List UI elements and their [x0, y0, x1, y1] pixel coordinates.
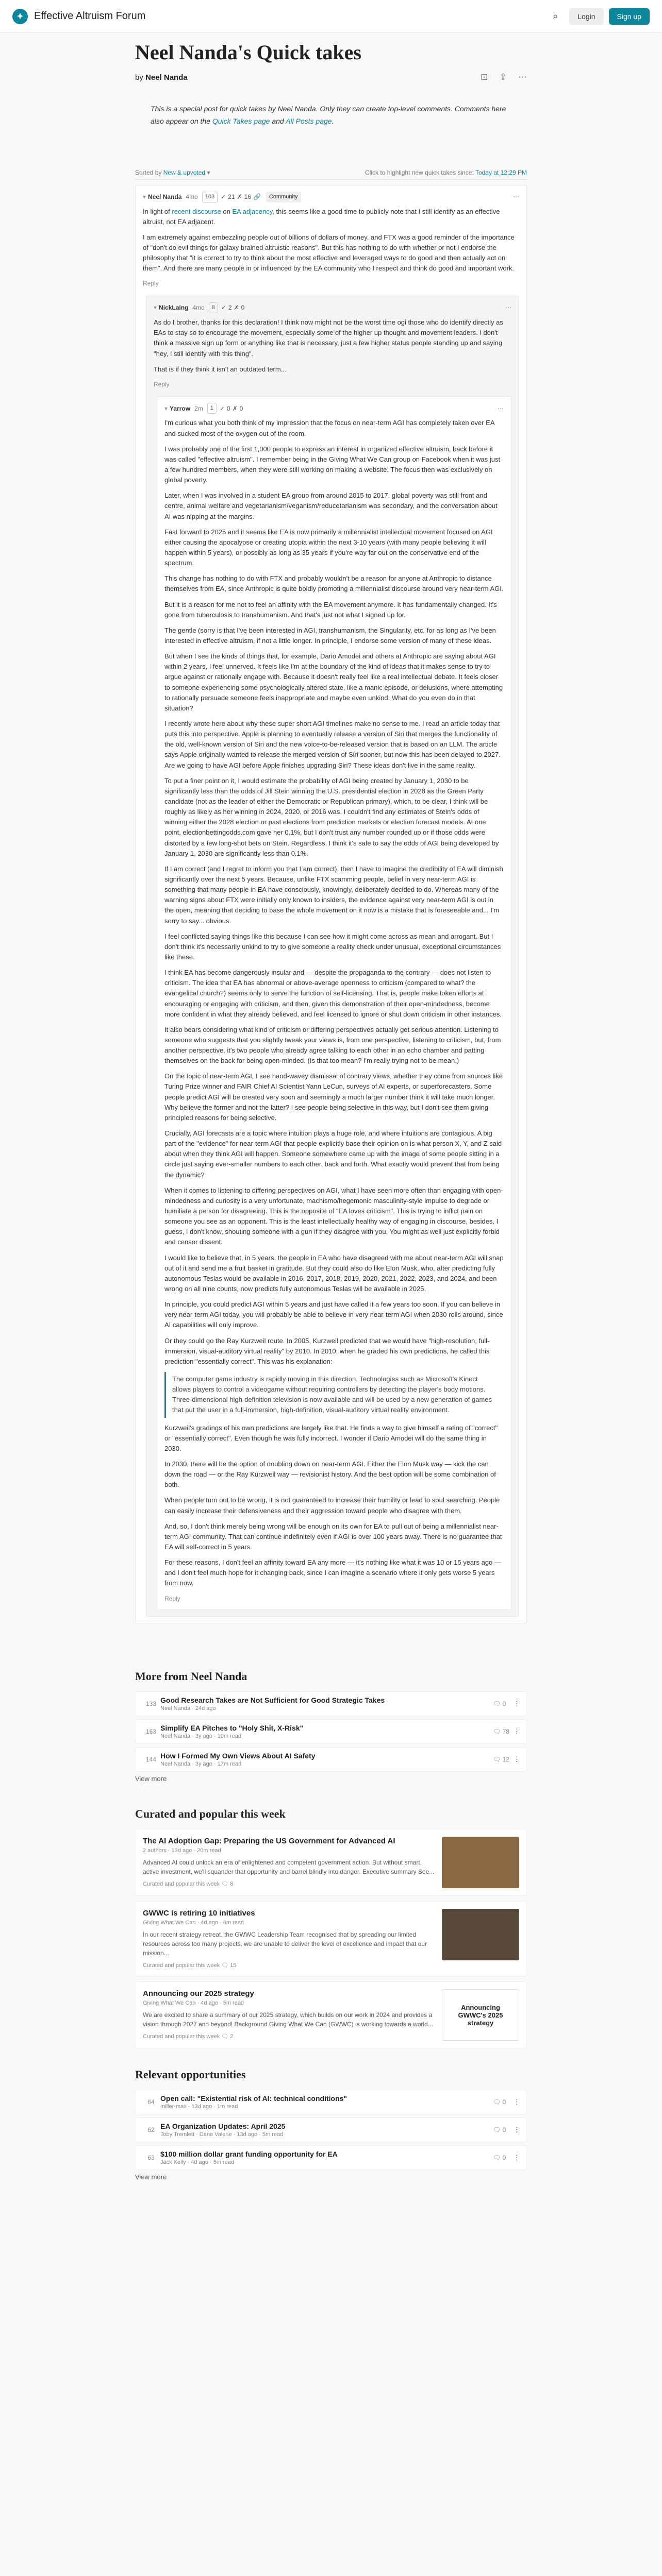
comment-icon: 🗨: [493, 2098, 503, 2106]
curated-text: [143, 1989, 442, 2041]
byline-row: [135, 72, 527, 82]
post-title[interactable]: Open call: "Existential risk of AI: technical conditions": [160, 2094, 347, 2103]
post-row[interactable]: [135, 1747, 527, 1772]
comment-count-value: 2: [230, 2033, 234, 2040]
relevant-list: [135, 2090, 527, 2170]
comment-paragraph: It also bears considering what kind of criticism or differing perspectives actually get serious attention. Listening to someone who suggests that you slightly tweak your views is, from one perspective, listening to criticism, but, from another perspective, it's two people who already agree talking to each other in an echo chamber and patting themselves on the back for being open-minded. (Is that too mean? I'm really trying not to be mean.): [164, 1025, 501, 1065]
post-row[interactable]: [135, 2090, 527, 2114]
comment-author[interactable]: NickLaing: [159, 304, 189, 312]
comment-count-value: 15: [230, 1962, 237, 1969]
curated-thumbnail[interactable]: [442, 1837, 519, 1888]
comment-paragraph: Crucially, AGI forecasts are a topic where intuition plays a huge role, and where intuitions are contagious. A big part of the "evidence" for near-term AGI that people explicitly base their opinion on is what person X, Y, and Z said about when they think AGI will happen. Someone somewhere came up with the image of some people sitting in a circle just saying ever-smaller numbers to each other, back and forth. What exactly would prevent that from being the dynamic?: [164, 1129, 502, 1179]
comment-paragraph: I'm curious what you both think of my impression that the focus on near-term AGI has completely taken over EA and sucked most of the oxygen out of the room.: [164, 419, 494, 437]
comment-icon: 🗨: [221, 2033, 230, 2040]
post-title[interactable]: Good Research Takes are Not Sufficient for Good Strategic Takes: [160, 1696, 385, 1705]
sort-row: [135, 169, 527, 180]
curated-excerpt: In our recent strategy retreat, the GWWC Leadership Team recognised that by spreading our limited resources across too many projects, we are unable to deliver the level of excellence and impact that our mission...: [143, 1931, 427, 1957]
comment-options-icon[interactable]: ⋯: [498, 404, 504, 412]
comment-icon: 🗨: [493, 1700, 503, 1708]
comment-icon: 🗨: [493, 1728, 503, 1736]
comment-count-value: 0: [502, 1700, 506, 1708]
view-more-link[interactable]: View more: [135, 1775, 167, 1783]
curated-card[interactable]: [135, 1901, 527, 1976]
recent-discourse-link[interactable]: recent discourse: [172, 207, 221, 215]
comment-paragraph: In 2030, there will be the option of doubling down on near-term AGI. Either the Elon Musk way — kick the can down the road — or the Ray Kurzweil way — revisionist history. And the best option will be some combination of both.: [164, 1460, 496, 1489]
post-title[interactable]: EA Organization Updates: April 2025: [160, 2122, 286, 2131]
comment-count[interactable]: [493, 1700, 514, 1707]
comment-paragraph: To put a finer point on it, I would estimate the probability of AGI being created by January 1, 2030 to be significantly less than the odds of Jill Stein winning the U.S. presidential election in 2028 as the Green Party candidate (not as the leader of either the Democratic or Republican primary), which, to be clear, I think will be roughly as likely as her winning in 2024, 2020, or 2016 was. I couldn't find any estimates of Stein's odds of winning either the 2028 election or past elections from prediction markets or election forecast models. At one point, electionbettingodds.com gave her 0.1%, but I don't trust any number rounded up or if those odds were distorted by a few long-shot bets on Stein. Regardless, I think it's safe to say the odds of AGI being developed by January 1, 2030 are significantly less than 0.1%.: [164, 776, 499, 857]
comment-count[interactable]: [493, 1756, 514, 1763]
forum-logo-icon[interactable]: ✦: [12, 9, 28, 24]
comment-yarrow: [157, 396, 511, 1610]
curated-footer: [143, 2033, 435, 2040]
comment-paragraph: In light of recent discourse on EA adjacency, this seems like a good time to publicly note that I still identify as an effective altruist, not EA adjacent.: [143, 207, 500, 226]
page-title: Neel Nanda's Quick takes: [135, 41, 361, 64]
comment-icon: 🗨: [221, 1881, 230, 1888]
comment-count-value: 78: [502, 1728, 509, 1736]
comment-paragraph: Kurzweil's gradings of his own predictions are largely like that. He finds a way to give himself a rating of "correct" or "essentially correct". Even though he was fully incorrect. I wonder if Dario Amodei will do the same thing in 2030.: [164, 1423, 498, 1452]
post-options-icon[interactable]: ⋮: [514, 2126, 520, 2134]
curated-footer: [143, 1962, 435, 1969]
curated-card[interactable]: [135, 1829, 527, 1896]
reply-button[interactable]: Reply: [164, 1595, 180, 1602]
comment-icon: 🗨: [221, 1962, 230, 1969]
comment-header: [143, 192, 519, 202]
post-options-icon[interactable]: ⋮: [514, 2154, 520, 2162]
quick-takes-link[interactable]: Quick Takes page: [212, 116, 270, 125]
post-actions: [471, 72, 527, 82]
comment-count[interactable]: [493, 2154, 514, 2161]
site-title[interactable]: Effective Altruism Forum: [34, 10, 146, 22]
search-icon[interactable]: ⌕: [553, 11, 558, 21]
post-row[interactable]: [135, 2145, 527, 2170]
comment-paragraph: I feel conflicted saying things like this because I can see how it might come across as mean and arrogant. But I don't think it's necessarily unkind to try to give someone a reality check under unusual, exceptional circumstances like these.: [164, 932, 501, 961]
post-karma[interactable]: 62: [147, 2126, 155, 2134]
top-navigation-bar: [0, 0, 662, 33]
post-options-icon[interactable]: ⋮: [514, 1755, 520, 1764]
agree-icon[interactable]: ✓: [221, 304, 226, 312]
curated-thumbnail[interactable]: [442, 1909, 519, 1960]
comment-paragraph: For these reasons, I don't feel an affinity toward EA any more — it's nothing like what it was 10 or 15 years ago — and I don't feel much hope for it changing back, since I can imagine a scenario where it only gets worse 5 years from now.: [164, 1558, 501, 1587]
comment-age: 4mo: [186, 193, 198, 200]
post-info: [160, 2150, 493, 2165]
comment-age: 2m: [194, 404, 203, 412]
karma-vote[interactable]: 8: [209, 302, 218, 313]
comment-options-icon[interactable]: ⋯: [513, 193, 519, 200]
disagree-icon[interactable]: ✗: [234, 304, 239, 312]
comment-icon: 🗨: [493, 2154, 503, 2162]
post-meta: Jack Kelly · 4d ago · 5m read: [160, 2159, 235, 2166]
highlight-new[interactable]: Click to highlight new quick takes since: Today at 12:29 PM: [365, 168, 527, 176]
post-options-icon[interactable]: ⋮: [514, 2098, 520, 2106]
curated-meta: Giving What We Can · 4d ago · 5m read: [143, 2000, 244, 2007]
post-row[interactable]: [135, 2117, 527, 2142]
link-icon[interactable]: 🔗: [253, 193, 261, 200]
post-karma[interactable]: 63: [147, 2154, 155, 2162]
curated-meta: 2 authors · 13d ago · 20m read: [143, 1848, 221, 1854]
comment-body: [164, 418, 504, 1367]
comment-count-value: 0: [502, 2098, 506, 2106]
curated-heading: Curated and popular this week: [135, 1807, 286, 1821]
reply-button[interactable]: Reply: [154, 380, 170, 388]
comment-nicklaing: [146, 296, 519, 1617]
disagree-count: 16: [244, 193, 251, 200]
comment-icon: 🗨: [493, 2126, 503, 2134]
curated-excerpt: Advanced AI could unlock an era of enlightened and competent government action. But without smart, active investment, we'll squander that opportunity and barrel blindly into danger. Executive summary See...: [143, 1859, 435, 1876]
comment-paragraph: I recently wrote here about why these super short AGI timelines make no sense to me. I read an article today that puts this into perspective. Apple is planning to eventually release a version of Siri that merges the functionality of the old, well-known version of Siri and the new voice-to-be-released version that is based on an LLM. The article says Apple originally wanted to release the merged version of Siri sooner, but now this has been delayed to 2027. Are we going to have AGI before Apple finishes upgrading Siri? These ideas don't live in the same reality.: [164, 719, 501, 769]
comment-neel-nanda: [135, 185, 527, 1624]
comment-paragraph: Later, when I was involved in a student EA group from around 2015 to 2017, global poverty was still front and centre, animal welfare and vegetarianism/veganism/reducetarianism was secondary, and the conversation about AI was nipping at the margins.: [164, 492, 498, 520]
post-info: [160, 1724, 493, 1739]
post-title[interactable]: How I Formed My Own Views About AI Safety: [160, 1752, 316, 1760]
disagree-icon[interactable]: ✗: [232, 404, 238, 412]
comment-paragraph: When people turn out to be wrong, it is not guaranteed to increase their humility or lead to soul searching. People can easily increase their defensiveness and their aggression toward people who disagree with them.: [164, 1496, 500, 1515]
curated-meta: Giving What We Can · 4d ago · 6m read: [143, 1920, 244, 1926]
agree-icon[interactable]: ✓: [221, 193, 226, 200]
comment-paragraph: The gentle (sorry is that I've been interested in AGI, transhumanism, the Singularity, etc. for as long as I've been interested in effective altruism, if not a little longer. In principle, I endorse some version of many of these ideas.: [164, 626, 496, 645]
post-karma[interactable]: 163: [145, 1728, 157, 1736]
post-row[interactable]: [135, 1691, 527, 1716]
agree-count: 2: [228, 304, 232, 312]
post-row[interactable]: [135, 1719, 527, 1744]
thumbnail-caption: Announcing GWWC's 2025 strategy: [458, 2003, 503, 2027]
all-posts-link[interactable]: All Posts page: [286, 116, 332, 125]
post-options-icon[interactable]: ⋮: [514, 1727, 520, 1736]
curated-thumbnail[interactable]: [442, 1989, 519, 2041]
kurzweil-quote: The computer game industry is rapidly moving in this direction. Technologies such as Microsoft's Kinect allows players to control a videogame without requiring controllers by detecting the player's body motions. Three-dimensional high-definition television is now available and will be used by a new generation of games that put the user in a full-immersion, high-definition, visual-auditory virtual reality environment.: [164, 1372, 504, 1418]
post-meta: Neel Nanda · 3y ago · 10m read: [160, 1733, 242, 1740]
collapse-icon[interactable]: ▾: [154, 304, 157, 312]
comment-paragraph: If I am correct (and I regret to inform you that I am correct), then I have to imagine the credibility of EA will diminish significantly over the next 5 years. Because, unlike FTX scamming people, belief in very near-term AGI is something that many people in EA have consciously, knowingly, deliberately decided to do. Whereas many of the warning signs about FTX were initially only known to insiders, the evidence against very near-term AGI is out in the open, meaning that deciding to base the whole movement on it now is a mistake that is foreseeable and... I'm sorry to say... obvious.: [164, 865, 503, 925]
comment-author[interactable]: Neel Nanda: [148, 193, 182, 200]
comment-icon: 🗨: [493, 1756, 503, 1764]
comment-paragraph: I think EA has become dangerously insular and — despite the propaganda to the contrary — does not listen to criticism. The idea that EA has abnormal or above-average openness to criticism (compared to what? the evangelical church?) seems only to serve the function of self-licensing. That is, people make token efforts at encouraging or engaging with criticism, and then, given this demonstration of their open-mindedness, become more confident in what they already believed, and feel licensed to ignore or shut down criticism in other instances.: [164, 969, 502, 1018]
comment-count-value: 12: [502, 1756, 509, 1764]
post-info: [160, 2094, 493, 2110]
comment-paragraph: I was probably one of the first 1,000 people to express an interest in organized effective altruism, back before it was called "effective altruism". I remember being in the Giving What We Can group on Facebook when it was just a few hundred members, when they were still working on making a website. The focus then was exclusively on global poverty.: [164, 445, 501, 484]
curated-label: Curated and popular this week: [143, 1881, 222, 1888]
comment-header: [154, 302, 511, 313]
post-info: [160, 1752, 493, 1767]
more-options-icon[interactable]: ⋯: [518, 72, 527, 82]
comment-paragraph: Or they could go the Ray Kurzweil route. In 2005, Kurzweil predicted that we would have "high-resolution, full-immersion, visual-auditory virtual reality" by 2010. In 2010, when he graded his own predictions, he called this prediction "essentially correct". This was his explanation:: [164, 1336, 490, 1365]
comment-paragraph: As do I brother, thanks for this declaration! I think now might not be the worst time ogi those who do identify directly as EAs to stay so to encourage the movement, especially some of the higher up thought and movement leaders. I don't think a massive sign up form or anything like that is necessary, just a few higher status people standing up and saying "hey, I still identify with this thing".: [154, 318, 503, 358]
sort-selector[interactable]: Sorted by New & upvoted ▾: [135, 168, 210, 176]
post-title[interactable]: $100 million dollar grant funding opportunity for EA: [160, 2150, 338, 2159]
comment-paragraph: I would like to believe that, in 5 years, the people in EA who have disagreed with me about near-term AGI will snap out of it and send me a fruit basket in gratitude. But they could also do like Elon Musk, who, after predicting fully autonomous Teslas would be available in 2016, 2017, 2018, 2019, 2020, 2021, 2022, 2023, and 2024, and been wrong on all nine counts, now predicts fully autonomous Teslas will be available in 2025.: [164, 1253, 504, 1293]
comment-count[interactable]: [493, 2098, 514, 2106]
comment-count-value: 0: [502, 2154, 506, 2162]
comment-options-icon[interactable]: ⋯: [505, 304, 511, 312]
intro-text: This is a special post for quick takes by Neel Nanda. Only they can create top-level comments. Comments here also appear on the Quick Takes page and All Posts page.: [151, 105, 506, 125]
comment-body-continued: [164, 1423, 504, 1589]
collapse-icon[interactable]: ▾: [143, 193, 146, 200]
curated-text: [143, 1837, 442, 1888]
comment-paragraph: And, so, I don't think merely being wrong will be enough on its own for EA to pull out of being a millennialist near-term AGI community. That can continue indefinitely even if AGI is over 100 years away. There is no guarantee that EA will self-correct in 5 years.: [164, 1522, 502, 1551]
author-link[interactable]: Neel Nanda: [145, 73, 188, 82]
view-more-link[interactable]: View more: [135, 2173, 167, 2181]
comment-age: 4mo: [192, 304, 205, 312]
post-meta: Neel Nanda · 3y ago · 17m read: [160, 1761, 242, 1768]
comment-count[interactable]: [493, 2126, 514, 2133]
agree-count: 0: [226, 404, 230, 412]
curated-text: [143, 1909, 442, 1969]
comment-paragraph: But it is a reason for me not to feel an affinity with the EA movement anymore. It has fundamentally changed. It's gone from tuberculosis to transhumanism. And that's just not what I signed up for.: [164, 600, 497, 619]
post-info: [160, 1696, 493, 1711]
comment-paragraph: But when I see the kinds of things that, for example, Dario Amodei and others at Anthropic are saying about AGI within 2 years, I feel unnerved. It feels like I'm at the boundary of the kind of ideas that it makes sense to try to argue against or rationally engage with. Because it doesn't really feel like a real intellectual debate. It feels closer to someone experiencing some psychologically altered state, like a manic episode, or delusions, where attempting to rationally persuade someone feels inappropriate and maybe even unkind. What do you even do in that situation?: [164, 652, 503, 712]
byline: by Neel Nanda: [135, 73, 188, 82]
ea-adjacency-link[interactable]: EA adjacency: [232, 207, 273, 215]
curated-label: Curated and popular this week: [143, 2033, 222, 2040]
reply-button[interactable]: Reply: [143, 280, 159, 287]
curated-card[interactable]: [135, 1981, 527, 2048]
comment-count[interactable]: [493, 1728, 514, 1735]
comment-count-value: 8: [230, 1881, 234, 1888]
after-content: [135, 1670, 527, 2236]
curated-footer: [143, 1880, 435, 1887]
comment-paragraph: This change has nothing to do with FTX and probably wouldn't be a reason for anyone at Anthropic to distance themselves from EA, since Anthropic is quite boldly promoting a millennialist discourse around very near-term AGI.: [164, 574, 504, 593]
relevant-heading: Relevant opportunities: [135, 2068, 246, 2081]
comment-count-value: 0: [502, 2126, 506, 2134]
post-meta: miller-max · 13d ago · 1m read: [160, 2104, 238, 2110]
community-tag[interactable]: Community: [266, 192, 301, 202]
disagree-count: 0: [241, 304, 245, 312]
chevron-down-icon: ▾: [207, 168, 210, 176]
disagree-count: 0: [239, 404, 243, 412]
post-karma[interactable]: 64: [147, 2098, 155, 2106]
post-meta: Toby Tremlett · Dane Valerie · 13d ago · 5m read: [160, 2131, 284, 2138]
comment-paragraph: In principle, you could predict AGI within 5 years and just have called it a few years too soon. If you can believe in very near-term AGI today, you will probably be able to believe in very near-term AGI when 2030 rolls around, since AI capabilities will only improve.: [164, 1300, 503, 1329]
curated-title[interactable]: GWWC is retiring 10 initiatives: [143, 1909, 255, 1918]
post-meta: Neel Nanda · 24d ago: [160, 1705, 216, 1712]
post-karma[interactable]: 133: [145, 1700, 157, 1708]
post-options-icon[interactable]: ⋮: [514, 1700, 520, 1708]
comment-paragraph: That is if they think it isn't an outdated term...: [154, 365, 287, 373]
post-karma[interactable]: 144: [145, 1756, 157, 1764]
more-from-author-list: [135, 1691, 527, 1772]
post-title[interactable]: Simplify EA Pitches to "Holy Shit, X-Risk": [160, 1724, 304, 1733]
comment-header: [164, 403, 504, 414]
curated-label: Curated and popular this week: [143, 1962, 222, 1969]
comment-paragraph: Fast forward to 2025 and it seems like EA is now primarily a millennialist intellectual movement focused on AGI either causing the apocalypse or creating utopia within the next 3-10 years (with many people believing it will happen within 5 years), or possibly as long as 35 years if you're way far out on the conservative end of the spectrum.: [164, 528, 493, 567]
share-icon[interactable]: ⇪: [499, 72, 507, 82]
agree-count: 21: [228, 193, 235, 200]
login-button[interactable]: Login: [569, 8, 603, 25]
curated-list: [135, 1829, 527, 2048]
curated-title[interactable]: The AI Adoption Gap: Preparing the US Government for Advanced AI: [143, 1837, 395, 1846]
post-info: [160, 2122, 493, 2138]
collapse-icon[interactable]: ▾: [164, 404, 168, 412]
signup-button[interactable]: Sign up: [609, 8, 650, 25]
more-from-author-heading: More from Neel Nanda: [135, 1670, 247, 1683]
curated-title[interactable]: Announcing our 2025 strategy: [143, 1989, 254, 1998]
disagree-icon[interactable]: ✗: [237, 193, 242, 200]
agree-icon[interactable]: ✓: [219, 404, 225, 412]
bookmark-icon[interactable]: ⊡: [481, 72, 488, 82]
karma-vote[interactable]: 103: [202, 192, 218, 202]
comment-author[interactable]: Yarrow: [170, 404, 191, 412]
karma-vote[interactable]: 1: [207, 403, 217, 414]
comment-paragraph: On the topic of near-term AGI, I see hand-wavey dismissal of contrary views, whether they come from sources like Turing Prize winner and FAIR Chief AI Scientist Yann LeCun, surveys of AI experts, or superforecasters. Some people predict AGI will be created very soon and seemingly a much larger number think it will take much longer. Why believe the former and not the latter? I see people being selective in this way, but I don't see them giving principled reasons for being selective.: [164, 1072, 503, 1122]
curated-excerpt: We are excited to share a summary of our 2025 strategy, which builds on our work in 2024 and provides a vision through 2027 and beyond! Background Giving What We Can (GWWC) is working towards a world...: [143, 2011, 433, 2028]
comment-paragraph: When it comes to listening to differing perspectives on AGI, what I have seen more often than engaging with open-mindedness and curiosity is a very unfortunate, machismo/hegemonic masculinity-style impulse to degrade or humiliate a person for disagreeing. This is the opposite of "EA loves criticism". This is trying to inflict pain on someone you see as an opponent. This is the least intellectually healthy way of engaging in discourse, besides, I guess, I don't know, shouting someone with a gun if they disagree with you. You might as well just explicitly forbid and censor dissent.: [164, 1186, 503, 1246]
comment-paragraph: I am extremely against embezzling people out of billions of dollars of money, and FTX was a good reminder of the importance of "don't do evil things for galaxy brained altruistic reasons". But this has nothing to do with whether or not I endorse the philosophy that "it is correct to try to think about the most effective and leveraged ways to do good and then actually act on them". And there are many people in or influenced by the EA community who I respect and think do good and important work.: [143, 233, 515, 273]
